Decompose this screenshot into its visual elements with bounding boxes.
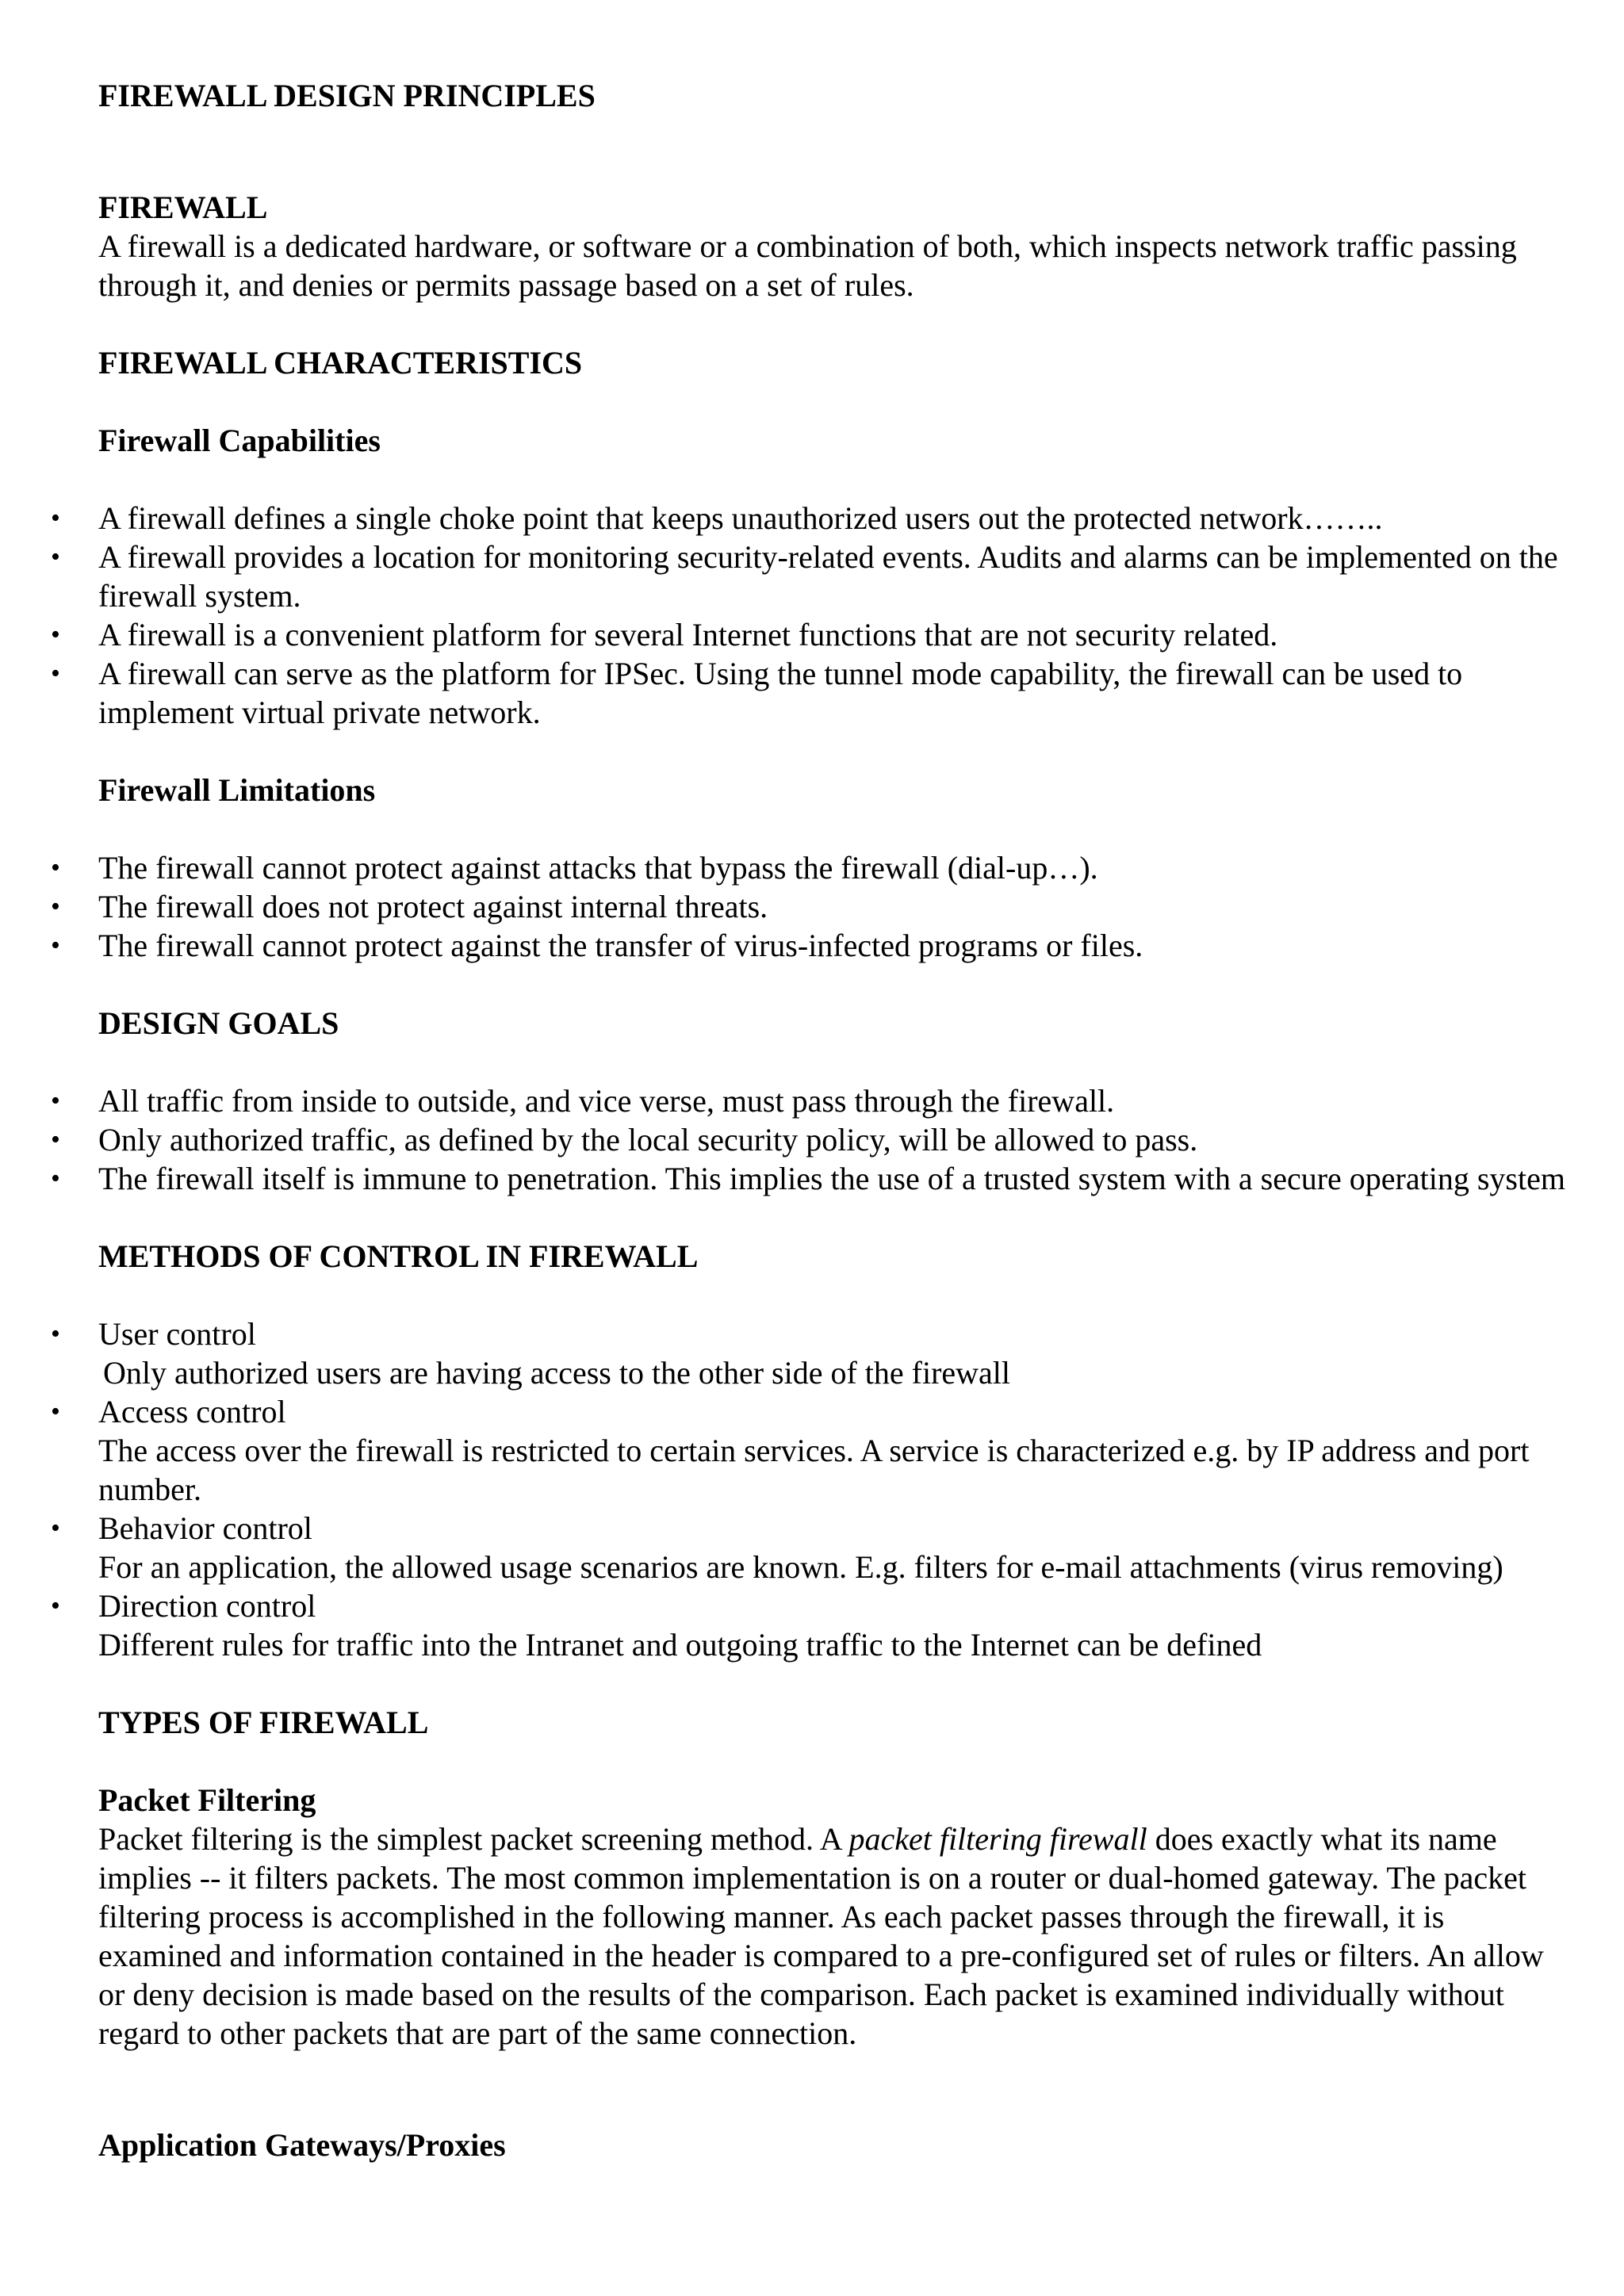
design-goals-list bbox=[98, 1081, 1573, 1198]
method-description: Different rules for traffic into the Intranet and outgoing traffic to the Internet can be defined bbox=[98, 1627, 1262, 1663]
list-item: • A firewall provides a location for monitoring security-related events. Audits and alarms can be implemented on the firewall system. bbox=[98, 538, 1573, 615]
method-description: For an application, the allowed usage scenarios are known. E.g. filters for e-mail attachments (virus removing) bbox=[98, 1549, 1503, 1585]
method-name: • Access control bbox=[98, 1394, 286, 1429]
body-text: does exactly what its name implies -- it filters packets. The most common implementation is on a router or dual-homed gateway. The packet filtering process is accomplished in the following manner. As each packet passes through the firewall, it is examined and information contained in the header is compared to a pre-configured set of rules or filters. An allow or deny decision is made based on the results of the comparison. Each packet is examined individually without regard to other packets that are part of the same connection. bbox=[98, 1821, 1544, 2051]
method-description: Only authorized users are having access to the other side of the firewall bbox=[103, 1355, 1011, 1391]
emphasized-term: packet filtering firewall bbox=[848, 1821, 1147, 1857]
list-item: • A firewall can serve as the platform for IPSec. Using the tunnel mode capability, the firewall can be used to implement virtual private network. bbox=[98, 654, 1573, 732]
list-item: • The firewall itself is immune to penetration. This implies the use of a trusted system with a secure operating system bbox=[98, 1159, 1573, 1198]
firewall-definition: A firewall is a dedicated hardware, or software or a combination of both, which inspects network traffic passing through it, and denies or permits passage based on a set of rules. bbox=[98, 228, 1517, 303]
capabilities-heading: Firewall Capabilities bbox=[98, 423, 381, 458]
characteristics-heading: FIREWALL CHARACTERISTICS bbox=[98, 345, 583, 381]
method-name: • User control bbox=[98, 1316, 256, 1352]
list-item: • A firewall defines a single choke point that keeps unauthorized users out the protected network…….. bbox=[98, 499, 1573, 538]
methods-heading: METHODS OF CONTROL IN FIREWALL bbox=[98, 1238, 699, 1274]
list-item bbox=[98, 1509, 1573, 1586]
list-item: • Only authorized traffic, as defined by the local security policy, will be allowed to pass. bbox=[98, 1120, 1573, 1159]
method-name: • Behavior control bbox=[98, 1510, 312, 1546]
design-goals-heading: DESIGN GOALS bbox=[98, 1005, 339, 1041]
method-description: The access over the firewall is restricted to certain services. A service is characterized e.g. by IP address and port number. bbox=[98, 1433, 1530, 1507]
list-item: • All traffic from inside to outside, and vice verse, must pass through the firewall. bbox=[98, 1081, 1573, 1120]
list-item bbox=[98, 1314, 1573, 1392]
limitations-heading: Firewall Limitations bbox=[98, 772, 376, 808]
packet-filtering-body bbox=[98, 1820, 1573, 2053]
limitations-list bbox=[98, 848, 1573, 965]
document-page bbox=[98, 76, 1573, 2164]
packet-filtering-heading: Packet Filtering bbox=[98, 1782, 316, 1818]
firewall-heading: FIREWALL bbox=[98, 189, 268, 225]
list-item: • A firewall is a convenient platform for several Internet functions that are not security related. bbox=[98, 615, 1573, 654]
types-heading: TYPES OF FIREWALL bbox=[98, 1705, 429, 1740]
method-name: • Direction control bbox=[98, 1588, 316, 1624]
body-text: Packet filtering is the simplest packet screening method. A bbox=[98, 1821, 849, 1857]
list-item: • The firewall cannot protect against the transfer of virus-infected programs or files. bbox=[98, 926, 1573, 965]
list-item: • The firewall cannot protect against attacks that bypass the firewall (dial-up…). bbox=[98, 848, 1573, 887]
capabilities-list bbox=[98, 499, 1573, 732]
app-gateways-heading: Application Gateways/Proxies bbox=[98, 2127, 506, 2163]
list-item bbox=[98, 1392, 1573, 1509]
list-item: • The firewall does not protect against internal threats. bbox=[98, 887, 1573, 926]
methods-list bbox=[98, 1314, 1573, 1664]
list-item bbox=[98, 1586, 1573, 1664]
page-title: FIREWALL DESIGN PRINCIPLES bbox=[98, 78, 596, 113]
